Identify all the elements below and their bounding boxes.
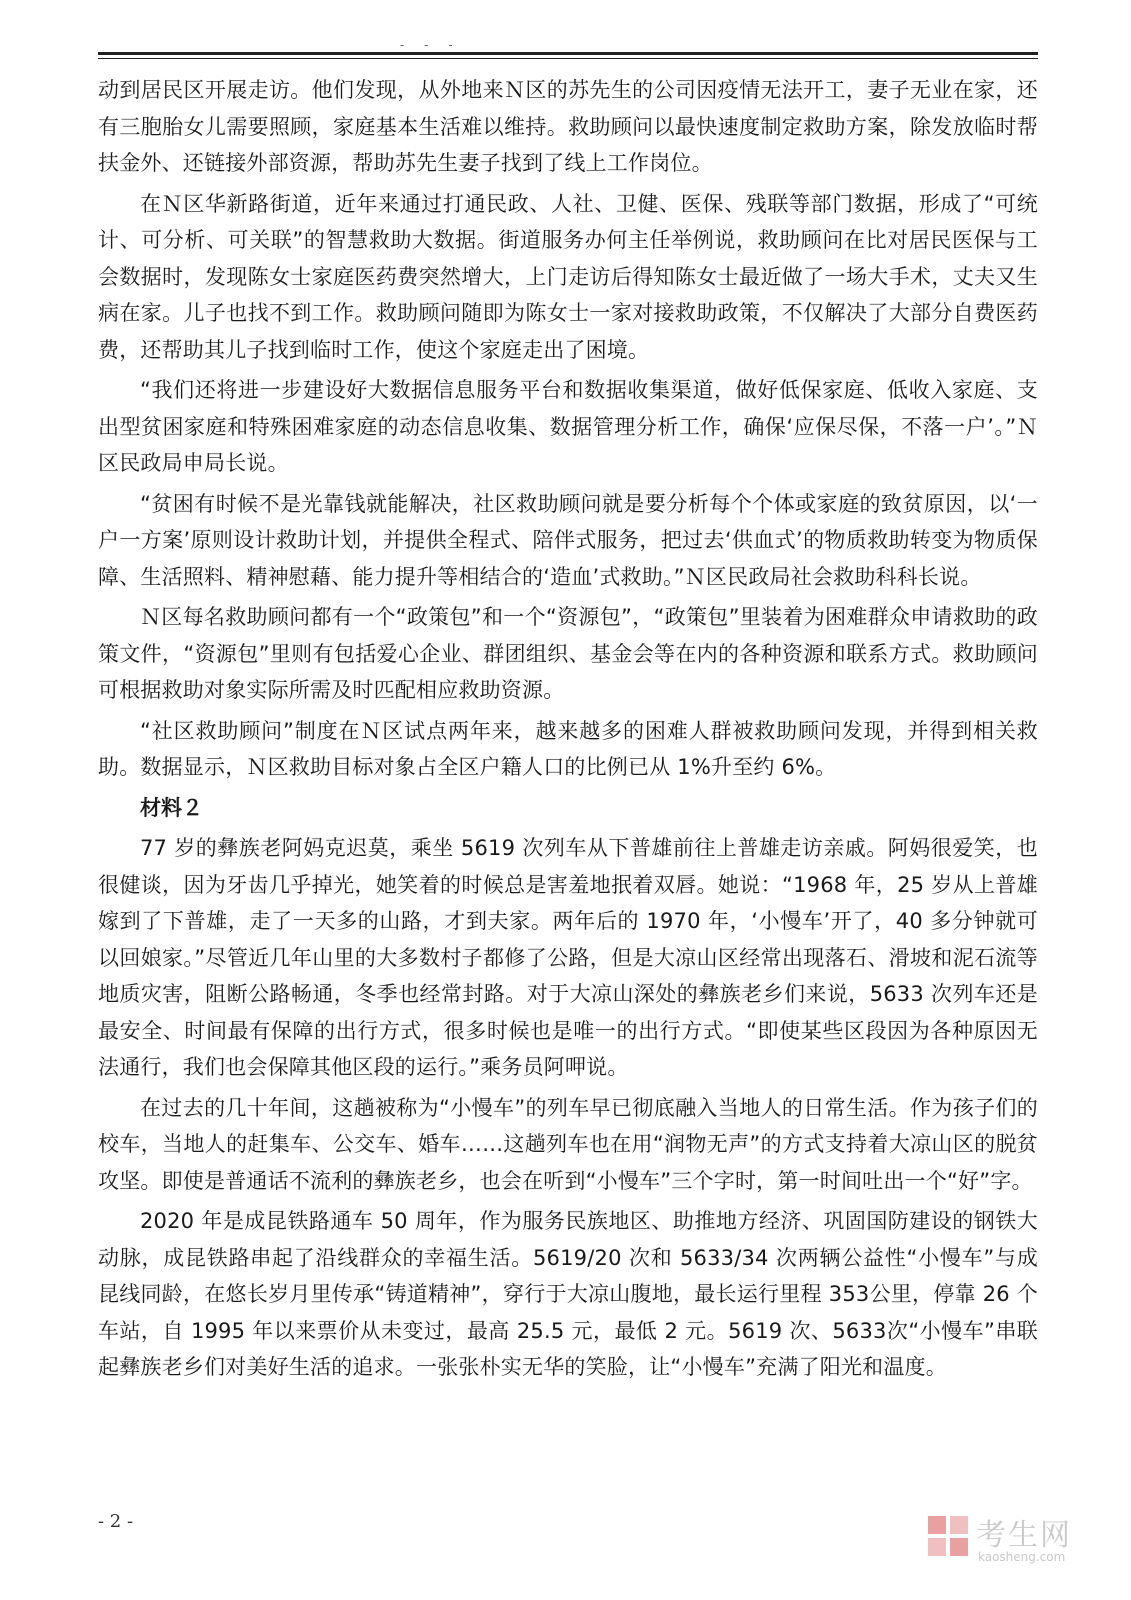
- section-heading: 材料２: [140, 795, 203, 820]
- watermark-logo-icon: [926, 1514, 970, 1558]
- page-number: - 2 -: [98, 1511, 134, 1532]
- watermark-text: 考生网: [976, 1518, 1072, 1553]
- paragraph: “我们还将进一步建设好大数据信息服务平台和数据收集渠道，做好低保家庭、低收入家庭、支出型贫困家庭和特殊困难家庭的动态信息收集、数据管理分析工作，确保‘应保尽保，不落一户’。”Ｎ区民政局申局长说。: [98, 378, 1038, 475]
- paragraph: “贫困有时候不是光靠钱就能解决，社区救助顾问就是要分析每个个体或家庭的致贫原因，以‘一户一方案’原则设计救助计划，并提供全程式、陪伴式服务，把过去‘供血式’的物质救助转变为物质保障、生活照料、精神慰藉、能力提升等相结合的‘造血’式救助。”Ｎ区民政局社会救助科科长说。: [98, 491, 1038, 589]
- paragraph: 在过去的几十年间，这趟被称为“小慢车”的列车早已彻底融入当地人的日常生活。作为孩子们的校车，当地人的赶集车、公交车、婚车……这趟列车也在用“润物无声”的方式支持着大凉山区的脱贫攻坚。即使是普通话不流利的彝族老乡，也会在听到“小慢车”三个字时，第一时间吐出一个“好”字。: [98, 1095, 1038, 1193]
- header-rule-thick: [98, 52, 1038, 55]
- paragraph: 2020 年是成昆铁路通车 50 周年，作为服务民族地区、助推地方经济、巩固国防建设的钢铁大动脉，成昆铁路串起了沿线群众的幸福生活。5619/20 次和 5633/34 次两辆公益性“小慢车”与成昆线同龄，在悠长岁月里传承“铸道精神”，穿行于大凉山腹地，最长运行里程 353公里，停靠 26 个车站，自 1995 年以来票价从未变过，最高 25.5 元，最低 2 元。5619 次、5633次“小慢车”串联起彝族老乡们对美好生活的追求。一张张朴实无华的笑脸，让“小慢车”充满了阳光和温度。: [98, 1209, 1038, 1379]
- document-body: [98, 72, 1038, 1390]
- watermark-url: kaosheng.com: [978, 1550, 1066, 1564]
- header-rule-thin: [98, 58, 1038, 59]
- header-marks: - - -: [400, 38, 461, 52]
- paragraph: 在Ｎ区华新路街道，近年来通过打通民政、人社、卫健、医保、残联等部门数据，形成了“可统计、可分析、可关联”的智慧救助大数据。街道服务办何主任举例说，救助顾问在比对居民医保与工会数据时，发现陈女士家庭医药费突然增大，上门走访后得知陈女士最近做了一场大手术，丈夫又生病在家。儿子也找不到工作。救助顾问随即为陈女士一家对接救助政策，不仅解决了大部分自费医药费，还帮助其儿子找到临时工作，使这个家庭走出了困境。: [98, 191, 1038, 362]
- paragraph: 77 岁的彝族老阿妈克迟莫，乘坐 5619 次列车从下普雄前往上普雄走访亲戚。阿妈很爱笑，也很健谈，因为牙齿几乎掉光，她笑着的时候总是害羞地抿着双唇。她说：“1968 年，25 岁从上普雄嫁到了下普雄，走了一天多的山路，才到夫家。两年后的 1970 年，‘小慢车’开了，40 多分钟就可以回娘家。”尽管近几年山里的大多数村子都修了公路，但是大凉山区经常出现落石、滑坡和泥石流等地质灾害，阻断公路畅通，冬季也经常封路。对于大凉山深处的彝族老乡们来说，5633 次列车还是最安全、时间最有保障的出行方式，很多时候也是唯一的出行方式。“即使某些区段因为各种原因无法通行，我们也会保障其他区段的运行。”乘务员阿呷说。: [98, 836, 1038, 1079]
- paragraph: Ｎ区每名救助顾问都有一个“政策包”和一个“资源包”，“政策包”里装着为困难群众申请救助的政策文件，“资源包”里则有包括爱心企业、群团组织、基金会等在内的各种资源和联系方式。救助顾问可根据救助对象实际所需及时匹配相应救助资源。: [98, 605, 1038, 702]
- watermark: [926, 1510, 1091, 1572]
- paragraph: “社区救助顾问”制度在Ｎ区试点两年来，越来越多的困难人群被救助顾问发现，并得到相关救助。数据显示，Ｎ区救助目标对象占全区户籍人口的比例已从 1%升至约 6%。: [98, 718, 1038, 779]
- paragraph: 动到居民区开展走访。他们发现，从外地来Ｎ区的苏先生的公司因疫情无法开工，妻子无业在家，还有三胞胎女儿需要照顾，家庭基本生活难以维持。救助顾问以最快速度制定救助方案，除发放临时帮扶金外、还链接外部资源，帮助苏先生妻子找到了线上工作岗位。: [98, 78, 1038, 175]
